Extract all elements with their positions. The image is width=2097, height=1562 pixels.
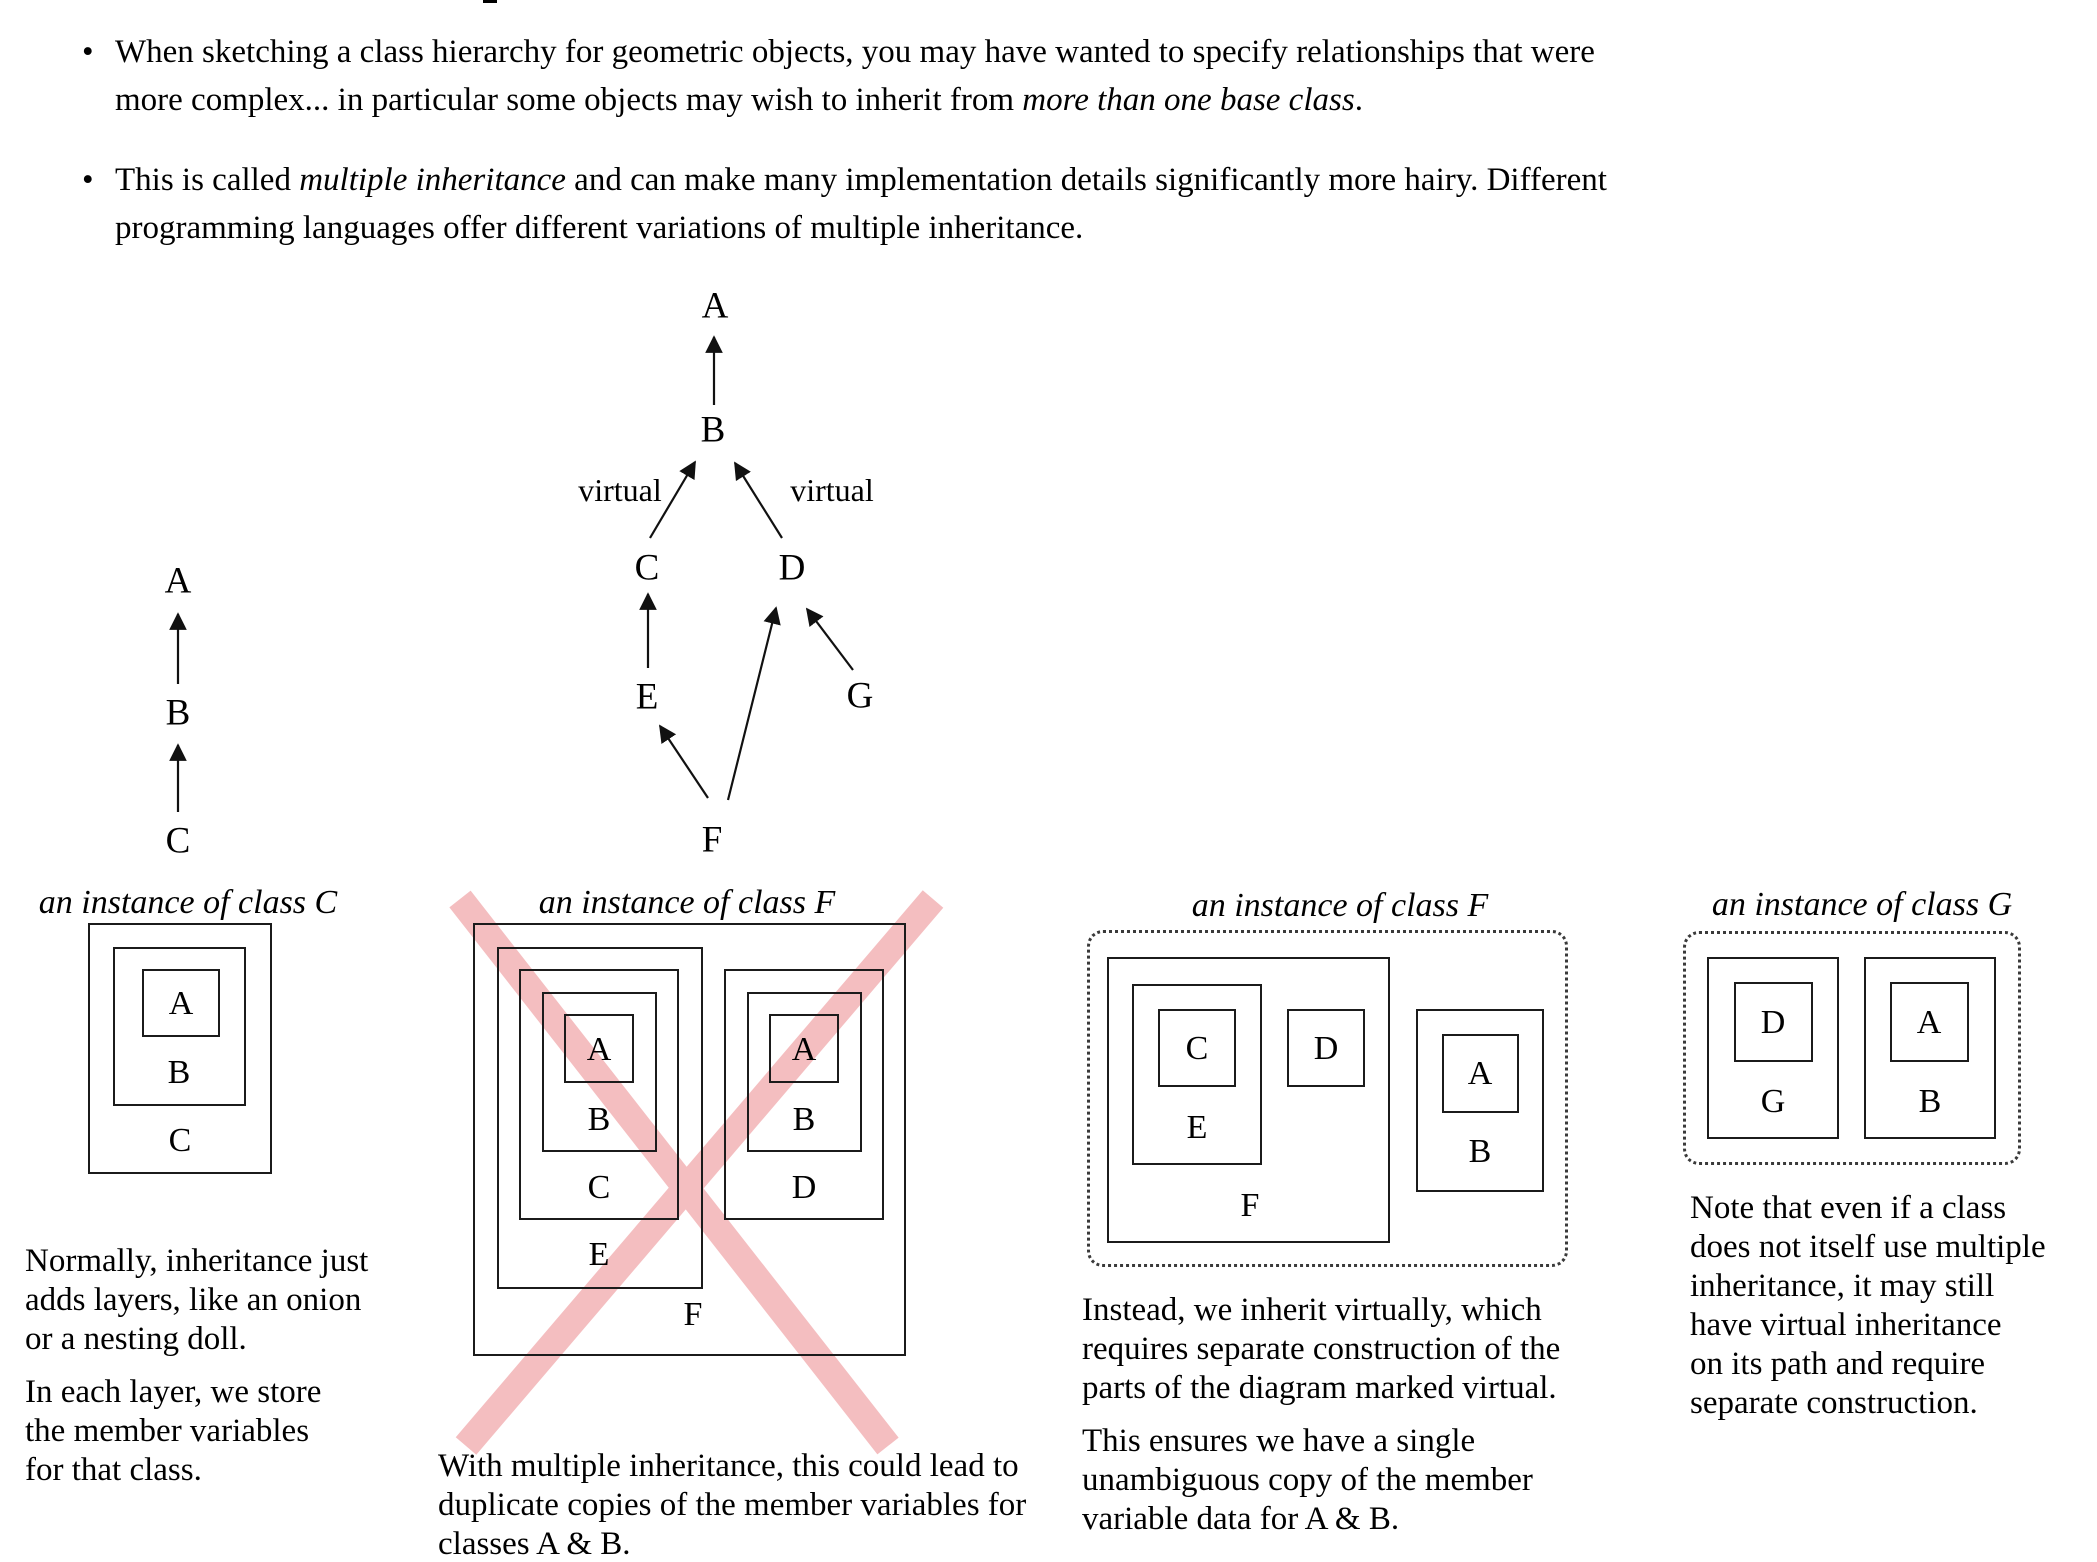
bullet-1-line-1: When sketching a class hierarchy for geometric objects, you may have wanted to specify relationships that were <box>115 34 1595 70</box>
instance-f-crossed-label-a-right: A <box>791 1031 817 1068</box>
bullet-2-line-1: This is called multiple inheritance and can make many implementation details significantly more hairy. Different <box>115 162 1607 198</box>
virtual-label-right: virtual <box>790 472 874 508</box>
instance-f-virtual-label-b: B <box>1468 1133 1492 1170</box>
cropped-title-fragment <box>483 0 497 3</box>
bullet-item-1 <box>115 28 1595 124</box>
main-hierarchy-node-b: B <box>700 409 726 451</box>
instance-g-label-a: A <box>1916 1004 1942 1041</box>
instance-c-label-a: A <box>168 985 194 1022</box>
instance-f-crossed-label-b-left: B <box>587 1101 611 1138</box>
bullet-1-line-2: more complex... in particular some objects may wish to inherit from more than one base class. <box>115 82 1363 118</box>
arrow-main-g-to-d <box>807 609 853 670</box>
instance-f-crossed-label-c: C <box>587 1169 611 1206</box>
instance-f-crossed-label-d: D <box>791 1169 817 1206</box>
caption-paragraph: In each layer, we store the member variables for that class. <box>25 1374 322 1488</box>
instance-c-label-c: C <box>168 1122 192 1159</box>
instance-f-crossed-label-f: F <box>683 1296 703 1333</box>
instance-f-virtual-label-d: D <box>1313 1030 1339 1067</box>
instance-c-caption <box>25 1242 368 1490</box>
bullet-icon: • <box>82 162 94 198</box>
instance-c-label-b: B <box>167 1054 191 1091</box>
arrow-main-f-to-e <box>660 726 708 798</box>
bullet-2-line-2: programming languages offer different variations of multiple inheritance. <box>115 210 1084 246</box>
main-hierarchy-node-a: A <box>701 285 729 327</box>
caption-paragraph: Normally, inheritance just adds layers, like an onion or a nesting doll. <box>25 1243 369 1357</box>
left-hierarchy-node-a: A <box>164 560 192 602</box>
instance-g-label-d: D <box>1760 1004 1786 1041</box>
bullet-icon: • <box>82 34 94 70</box>
instance-f-virtual-label-e: E <box>1186 1109 1208 1146</box>
instance-f-crossed-label-a-left: A <box>586 1031 612 1068</box>
instance-f-virtual-title: an instance of class F <box>1191 887 1489 924</box>
virtual-label-left: virtual <box>578 472 662 508</box>
main-hierarchy-node-g: G <box>846 675 874 717</box>
instance-f-virtual-label-f: F <box>1240 1187 1260 1224</box>
instance-f-virtual-label-a: A <box>1467 1055 1493 1092</box>
instance-c-title: an instance of class C <box>38 884 338 921</box>
instance-g-label-b: B <box>1918 1083 1942 1120</box>
instance-g-label-g: G <box>1760 1083 1786 1120</box>
caption-paragraph: Instead, we inherit virtually, which requires separate construction of the parts of the diagram marked virtual. <box>1082 1292 1561 1406</box>
caption-paragraph: This ensures we have a single unambiguous copy of the member variable data for A & B. <box>1082 1423 1533 1537</box>
instance-g-title: an instance of class G <box>1711 886 2013 923</box>
left-hierarchy-node-b: B <box>165 692 191 734</box>
instance-g-caption: Note that even if a class does not itself use multiple inheritance, it may still have virtual inheritance on its path and require separate construction. <box>1690 1190 2046 1421</box>
bullet-item-2 <box>115 156 1607 252</box>
main-hierarchy-node-c: C <box>634 547 660 589</box>
instance-f-crossed-title: an instance of class F <box>538 884 836 921</box>
main-hierarchy-node-e: E <box>635 676 659 718</box>
main-hierarchy-node-d: D <box>778 547 806 589</box>
left-hierarchy-node-c: C <box>165 820 191 862</box>
arrow-main-d-to-b <box>735 463 782 538</box>
main-hierarchy-node-f: F <box>701 819 723 861</box>
instance-f-crossed-label-b-right: B <box>792 1101 816 1138</box>
instance-f-crossed-label-e: E <box>588 1236 610 1273</box>
instance-f-virtual-label-c: C <box>1185 1030 1209 1067</box>
arrow-main-f-to-d <box>728 608 776 800</box>
instance-f-crossed-caption: With multiple inheritance, this could lead to duplicate copies of the member variables for classes A & B. <box>438 1448 1027 1562</box>
instance-f-virtual-caption <box>1082 1291 1560 1539</box>
